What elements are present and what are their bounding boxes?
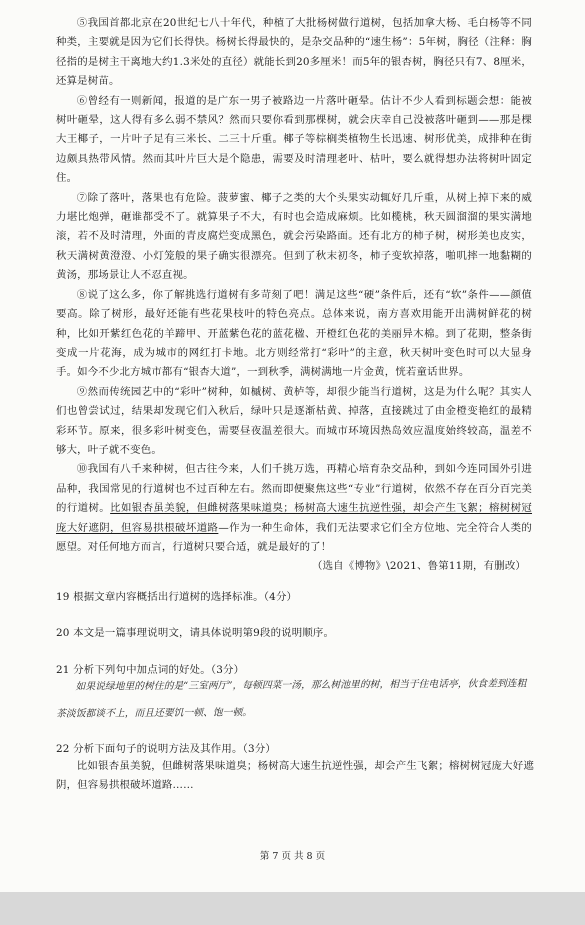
article-text — [56, 14, 532, 577]
underlined-sentence: 比如银杏虽美貌，但雌树落果味道臭；杨树高大速生抗逆性强，却会产生飞絮；榕树树冠庞大好遮阴，但容易拱根破坏道路 — [56, 502, 533, 534]
question-21-handwritten-sentence: 如果说绿地里的树住的是“三室两厅”，每顿四菜一汤，那么树池里的树，相当于住电话亭，伙食差到连粗茶淡饭都谈不上，而且还要饥一顿、饱一顿。 — [56, 678, 527, 720]
question-21: 21 分析下列句中加点词的好处。（3分） — [56, 664, 245, 676]
paragraph-10 — [56, 460, 532, 557]
question-19: 19 根据文章内容概括出行道树的选择标准。（4分） — [56, 591, 298, 603]
source-note: （选自《博物》\2021、鲁第11期，有删改） — [311, 560, 526, 573]
paragraph-8: ⑧说了这么多，你了解挑选行道树有多苛刻了吧！满足这些“硬”条件后，还有“软”条件——颜值要高。除了树形，最好还能有些花果枝叶的特色亮点。总体来说，南方喜欢用能开出满树鲜花的树种，比如开紫红色花的羊蹄甲、开蓝紫色花的蓝花楹、开橙红色花的美丽异木棉。到了花期，整条街变成一片花海，成为城市的网红打卡地。北方则经常打“彩叶”的主意，秋天树叶变色时可以大显身手。如今不少北方城市都有“银杏大道”，一到秋季，满树满地一片金黄，恍若童话世界。 — [56, 288, 532, 379]
question-22-sentence: 比如银杏虽美貌，但雌树落果味道臭；杨树高大速生抗逆性强，却会产生飞絮；榕树树冠庞大好遮阴，但容易拱根破坏道路…… — [56, 760, 534, 791]
page-number: 第 7 页 共 8 页 — [259, 851, 326, 862]
question-20: 20 本文是一篇事理说明文，请具体说明第9段的说明顺序。 — [56, 627, 335, 639]
paragraph-10-end: —作为一种生命体，我们无法要求它们全方位地、完全符合人类的愿望。对任何地方而言，行道树只要合适，就是最好的了！ — [56, 521, 532, 553]
paragraph-10-start: ⑩我国有八千来种树，但古往今来，人们千挑万选，再精心培育杂交品种，到如今连同国外引进品种，我国常见的行道树也不过百种左右。然而即便聚焦这些“专业”行道树，依然不存在百分百完美的行道树。 — [56, 463, 532, 515]
paragraph-6: ⑥曾经有一则新闻，报道的是广东一男子被路边一片落叶砸晕。估计不少人看到标题会想：能被树叶砸晕，这人得有多么弱不禁风？然而只要你看到那棵树，就会庆幸自己没被落叶砸到——那是棵大王椰子，一片叶子足有三米长、二三十斤重。椰子等棕榈类植物生长迅速、树形优美，成排种在街边颇具热带风情。然而其叶片巨大是个隐患，需要及时清理老叶、枯叶，要么就得想办法将树叶固定住。 — [56, 94, 532, 185]
paragraph-7: ⑦除了落叶，落果也有危险。菠萝蜜、椰子之类的大个头果实动辄好几斤重，从树上掉下来的威力堪比炮弹，砸谁都受不了。就算果子不大，有时也会造成麻烦。比如榄桃，秋天圆溜溜的果实满地滚，若不及时清理，外面的青皮腐烂变成黑色，就会污染路面。还有北方的柿子树，树形美也皮实，秋天满树黄澄澄、小灯笼般的果子确实很漂亮。但到了秋末初冬，柿子变软掉落，啪叽摔一地黏糊的黄汤，那场景让人不忍直视。 — [56, 191, 532, 282]
paragraph-5: ⑤我国首都北京在20世纪七八十年代，种植了大批杨树做行道树，包括加拿大杨、毛白杨等不同种类，主要就是因为它们长得快。杨树长得最快的，是杂交品种的“速生杨”：5年树，胸径（注释：胸径指的是树主干离地大约1.3米处的直径）就能长到20多厘米！而5年的银杏树，胸径只有7、8厘米，还算是树苗。 — [56, 17, 532, 88]
paragraph-9: ⑨然而传统园艺中的“彩叶”树种，如槭树、黄栌等，却很少能当行道树，这是为什么呢？其实人们也曾尝试过，结果却发现它们入秋后，绿叶只是逐渐枯黄、掉落，直接跳过了由金橙变艳红的最精彩环节。原来，很多彩叶树变色，需要昼夜温差很大。而城市环境因热岛效应温度始终较高，温差不够大，叶子就不变色。 — [56, 385, 532, 456]
question-22: 22 分析下面句子的说明方法及其作用。（3分） — [56, 743, 276, 755]
